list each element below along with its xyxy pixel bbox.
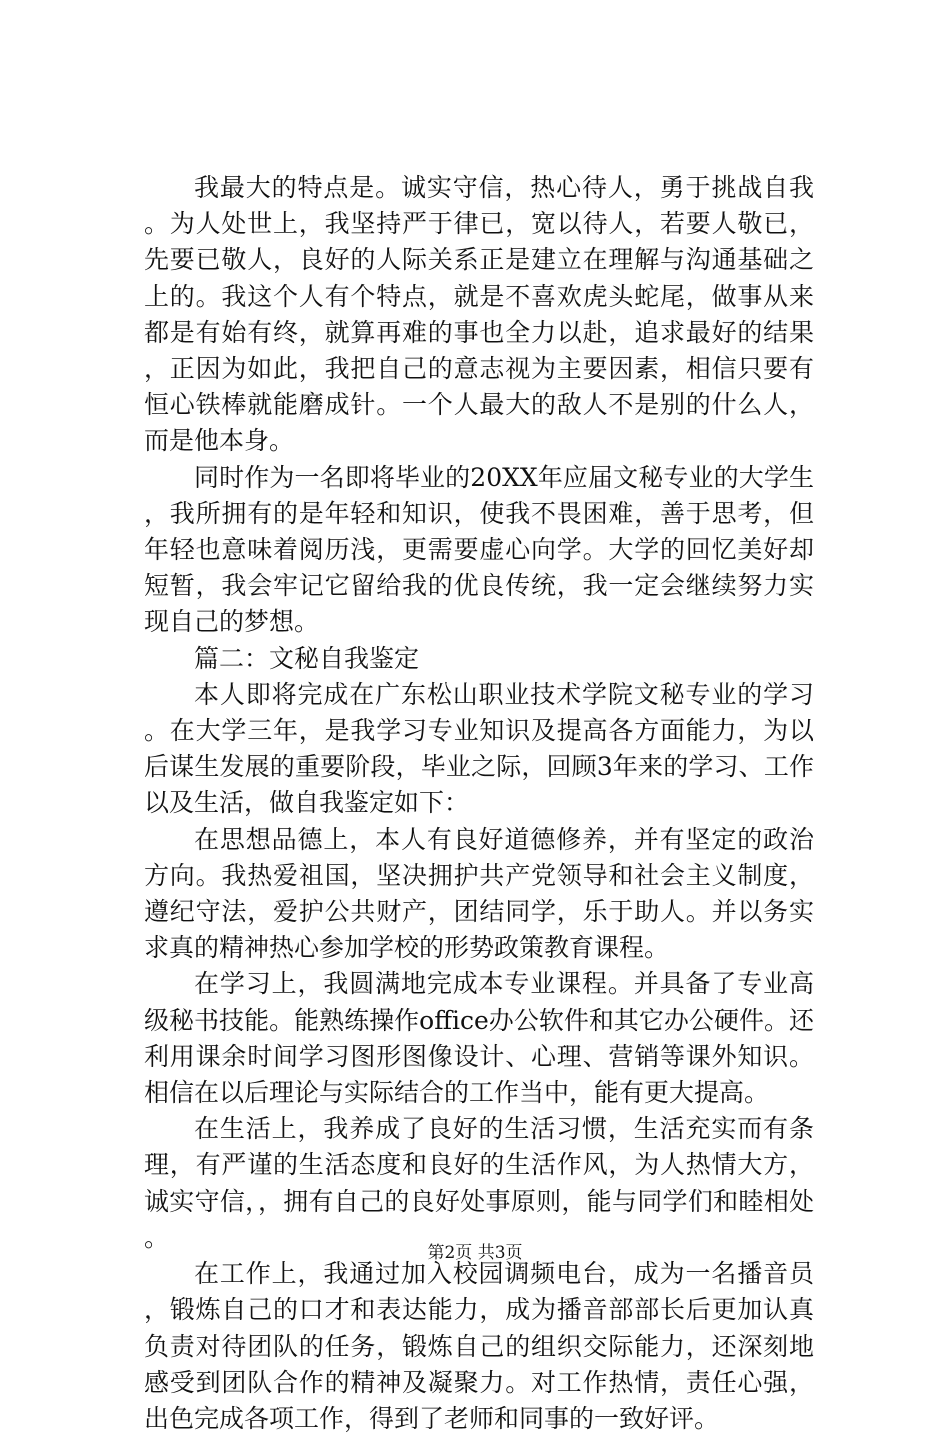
paragraph: 在工作上，我通过加入校园调频电台，成为一名播音员，锻炼自己的口才和表达能力，成为播音部部长后更加认真负责对待团队的任务，锻炼自己的组织交际能力，还深刻地感受到团队合作的精神及凝聚力。对工作热情，责任心强，出色完成各项工作，得到了老师和同事的一致好评。 xyxy=(144,1259,814,1433)
paragraph: 本人即将完成在广东松山职业技术学院文秘专业的学习。在大学三年，是我学习专业知识及提高各方面能力，为以后谋生发展的重要阶段，毕业之际，回顾3年来的学习、工作以及生活，做自我鉴定如下： xyxy=(144,679,814,818)
section-heading: 篇二：文秘自我鉴定 xyxy=(194,643,420,673)
paragraph: 在生活上，我养成了良好的生活习惯，生活充实而有条理，有严谨的生活态度和良好的生活作风，为人热情大方，诚实守信，，拥有自己的良好处事原则，能与同学们和睦相处。 xyxy=(144,1114,814,1252)
paragraph: 在学习上，我圆满地完成本专业课程。并具备了专业高级秘书技能。能熟练操作office办公软件和其它办公硬件。还利用课余时间学习图形图像设计、心理、营销等课外知识。相信在以后理论与实际结合的工作当中，能有更大提高。 xyxy=(144,969,814,1108)
paragraph: 同时作为一名即将毕业的20XX年应届文秘专业的大学生，我所拥有的是年轻和知识，使我不畏困难，善于思考，但年轻也意味着阅历浅，更需要虚心向学。大学的回忆美好却短暂，我会牢记它留给我的优良传统，我一定会继续努力实现自己的梦想。 xyxy=(144,462,814,637)
page-number-footer: 第2页 共3页 xyxy=(427,1243,523,1263)
paragraph: 在思想品德上，本人有良好道德修养，并有坚定的政治方向。我热爱祖国，坚决拥护共产党领导和社会主义制度，遵纪守法，爱护公共财产，团结同学，乐于助人。并以务实求真的精神热心参加学校的形势政策教育课程。 xyxy=(144,824,814,963)
paragraph: 我最大的特点是。诚实守信，热心待人，勇于挑战自我。为人处世上，我坚持严于律已，宽以待人，若要人敬已，先要已敬人，良好的人际关系正是建立在理解与沟通基础之上的。我这个人有个特点，就是不喜欢虎头蛇尾，做事从来都是有始有终，就算再难的事也全力以赴，追求最好的结果，正因为如此，我把自己的意志视为主要因素，相信只要有恒心铁棒就能磨成针。一个人最大的敌人不是别的什么人，而是他本身。 xyxy=(144,173,814,456)
